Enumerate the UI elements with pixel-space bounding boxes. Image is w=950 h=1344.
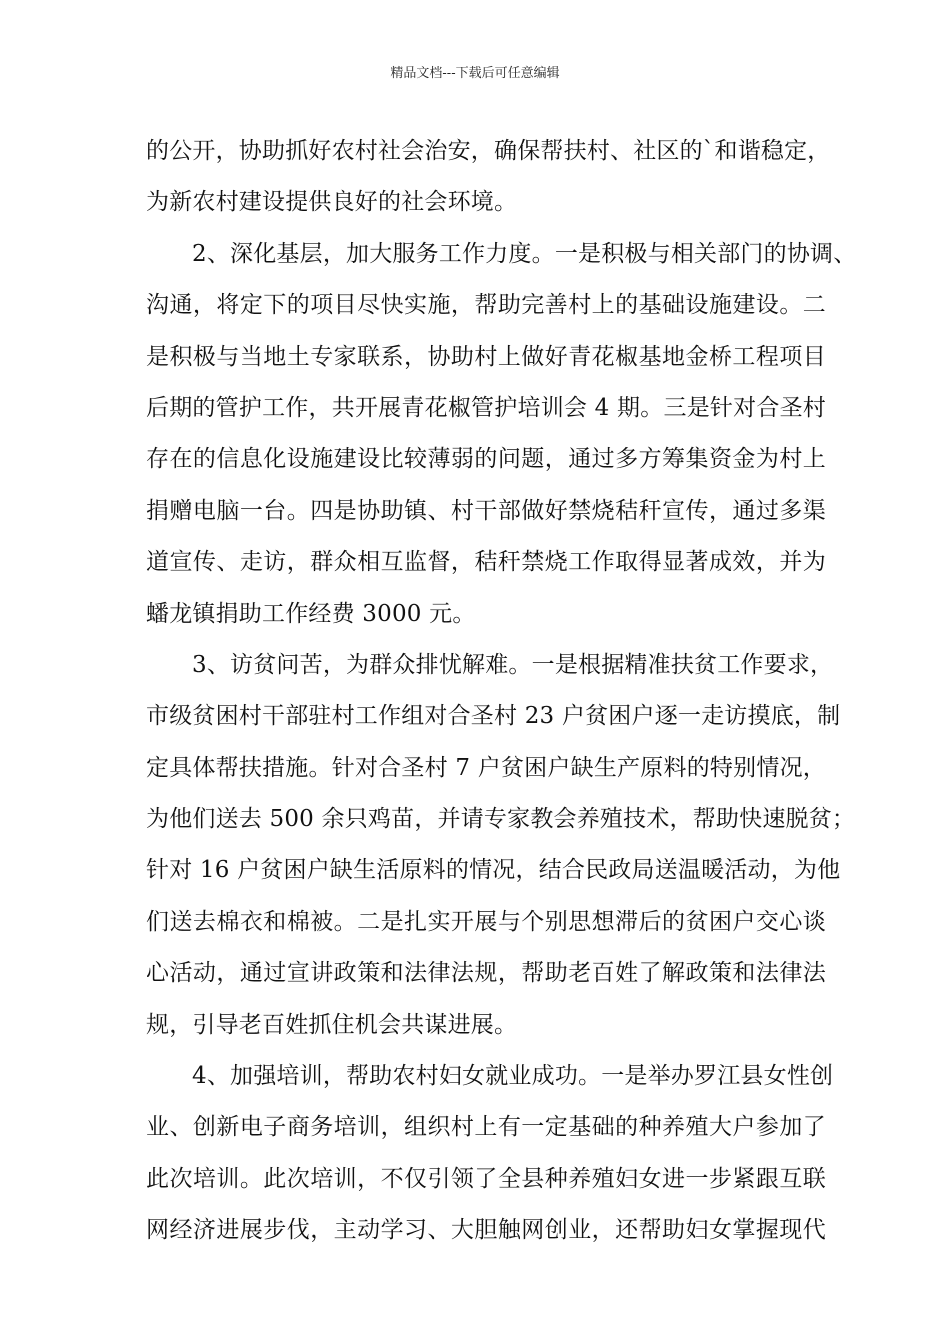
text-line: 沟通，将定下的项目尽快实施，帮助完善村上的基础设施建设。二 <box>146 292 826 319</box>
text-line: 的公开，协助抓好农村社会治安，确保帮扶村、社区的`和谐稳定， <box>146 138 831 164</box>
paragraph-start-line: 4、加强培训，帮助农村妇女就业成功。一是举办罗江县女性创 <box>192 1063 834 1090</box>
paragraph-start-line: 2、深化基层，加大服务工作力度。一是积极与相关部门的协调、 <box>192 240 857 267</box>
text-line: 道宣传、走访，群众相互监督，秸秆禁烧工作取得显著成效，并为 <box>146 549 826 576</box>
text-line: 是积极与当地土专家联系，协助村上做好青花椒基地金桥工程项目 <box>146 343 826 370</box>
document-body <box>146 126 857 1257</box>
text-line: 网经济进展步伐，主动学习、大胆触网创业，还帮助妇女掌握现代 <box>146 1217 826 1244</box>
paragraph-start-line: 3、访贫问苦，为群众排忧解难。一是根据精准扶贫工作要求， <box>192 651 834 678</box>
text-line: 此次培训。此次培训，不仅引领了全县种养殖妇女进一步紧跟互联 <box>146 1165 826 1192</box>
text-line: 们送去棉衣和棉被。二是扎实开展与个别思想滞后的贫困户交心谈 <box>146 908 826 935</box>
text-line: 业、创新电子商务培训，组织村上有一定基础的种养殖大户参加了 <box>146 1114 826 1141</box>
text-line: 心活动，通过宣讲政策和法律法规，帮助老百姓了解政策和法律法 <box>146 960 826 987</box>
text-line: 后期的管护工作，共开展青花椒管护培训会 4 期。三是针对合圣村 <box>146 394 826 421</box>
text-line: 存在的信息化设施建设比较薄弱的问题，通过多方筹集资金为村上 <box>146 446 826 473</box>
page-header: 精品文档---下载后可任意编辑 <box>390 66 560 81</box>
text-line: 蟠龙镇捐助工作经费 3000 元。 <box>146 600 476 627</box>
text-line: 捐赠电脑一台。四是协助镇、村干部做好禁烧秸秆宣传，通过多渠 <box>146 497 826 524</box>
text-line: 为新农村建设提供良好的社会环境。 <box>146 189 518 216</box>
text-line: 定具体帮扶措施。针对合圣村 7 户贫困户缺生产原料的特别情况， <box>146 754 826 781</box>
text-line: 为他们送去 500 余只鸡苗，并请专家教会养殖技术，帮助快速脱贫； <box>146 806 856 833</box>
text-line: 规，引导老百姓抓住机会共谋进展。 <box>146 1011 518 1038</box>
text-line: 针对 16 户贫困户缺生活原料的情况，结合民政局送温暖活动，为他 <box>146 857 841 884</box>
text-line: 市级贫困村干部驻村工作组对合圣村 23 户贫困户逐一走访摸底，制 <box>146 703 841 730</box>
